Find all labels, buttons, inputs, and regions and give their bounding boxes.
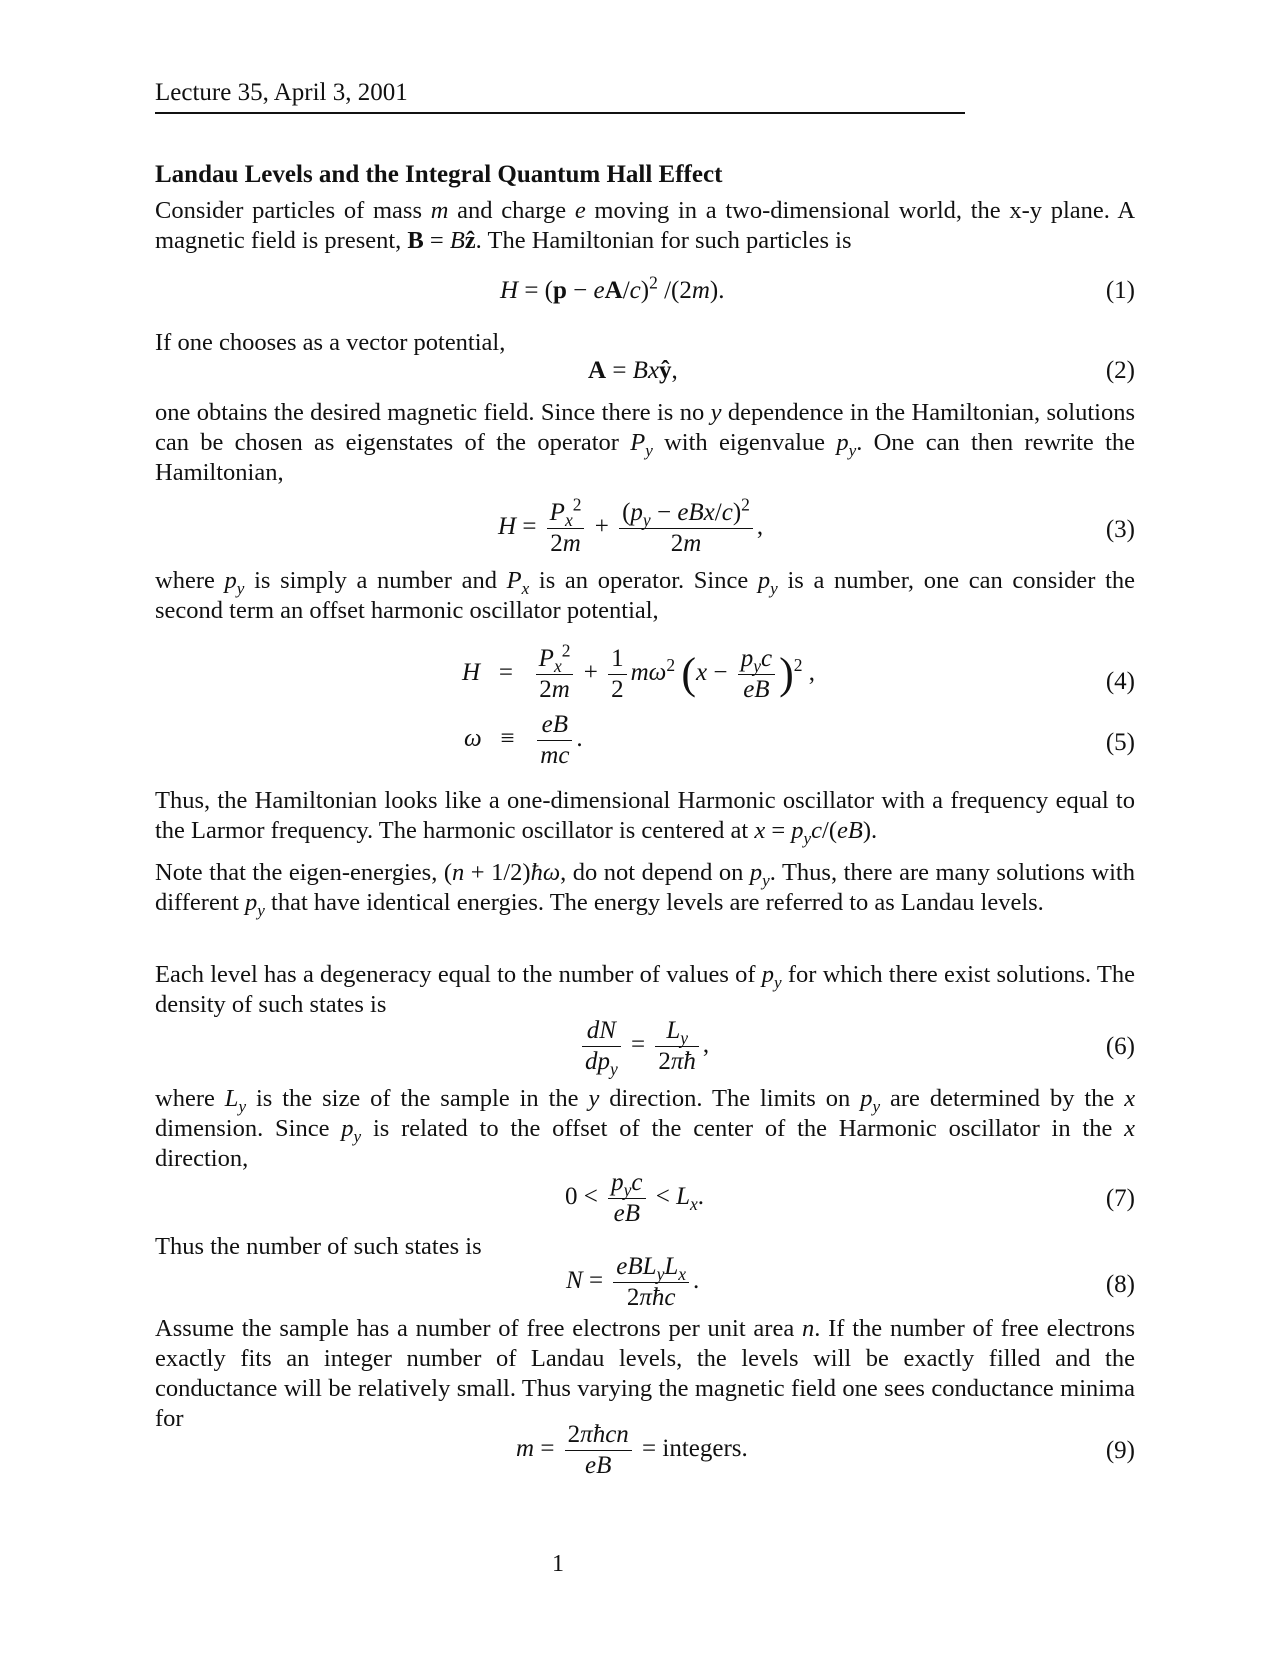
equation-number-5: (5) (1105, 729, 1135, 756)
equation-number-6: (6) (1105, 1033, 1135, 1060)
paragraph-number-of-states: Thus the number of such states is (155, 1233, 482, 1260)
paragraph-vector-potential: If one chooses as a vector potential, (155, 329, 506, 356)
paragraph-degeneracy: Each level has a degeneracy equal to the number of values of $p_y$ for which there exist solutions. The density of such states is (155, 961, 1136, 1018)
equation-number-1: (1) (1105, 277, 1135, 304)
equation-number-4: (4) (1105, 668, 1135, 695)
equation-number-9: (9) (1105, 1437, 1135, 1464)
paragraph-landau-levels: Note that the eigen-energies, (n + 1/2)ħω, do not depend on $p_y$. Thus, there are many solutions with different $p_y$ that have identical energies. The energy levels are referred to as Landau levels. (155, 859, 1135, 920)
equation-number-7: (7) (1105, 1185, 1135, 1212)
equation-number-3: (3) (1105, 516, 1135, 543)
paragraph-eigenstates: one obtains the desired magnetic field. Since there is no y dependence in the Hamiltonian, solutions can be chosen as eigenstates of the operator $P_y$ with eigenvalue $p_y$. One can then rewrite the Hamiltonian, (155, 399, 1136, 486)
paragraph-limits: where $L_y$ is the size of the sample in the y direction. The limits on $p_y$ are determined by the x dimension. Since $p_y$ is related to the offset of the center of the Harmonic oscillator in the x direction, (155, 1085, 1136, 1172)
equation-5: ω ≡ $\frac{eB}{mc}$ . (464, 711, 583, 769)
paragraph-offset-oscillator: where $p_y$ is simply a number and $P_x$ is an operator. Since $p_y$ is a number, one can consider the second term an offset harmonic oscillator potential, (155, 567, 1136, 624)
header-title: Lecture 35, April 3, 2001 (155, 79, 408, 106)
running-header (155, 78, 965, 114)
paragraph-intro: Consider particles of mass m and charge e moving in a two-dimensional world, the x-y plane. A magnetic field is present, B = Bẑ. The Hamiltonian for such particles is (155, 197, 1136, 254)
page-number: 1 (552, 1551, 564, 1577)
paragraph-larmor: Thus, the Hamiltonian looks like a one-dimensional Harmonic oscillator with a frequency equal to the Larmor frequency. The harmonic oscillator is centered at $x = p_yc/(eB)$. (155, 787, 1135, 848)
equation-6: $\frac{dN}{dp_y}$ = $\frac{L_y}{2\pi ħ}$ , (578, 1016, 709, 1077)
equation-4: H = $\frac{P_x^2}{2m}$ + $\frac{1}{2}$ $m\omega^2$ (x − $\frac{p_yc}{eB}$ )$^2$ , (462, 640, 815, 703)
equation-3: H = $\frac{P_x^2}{2m}$ + $\frac{(p_y - eBx/c)^2}{2m}$ , (498, 494, 764, 557)
equation-number-2: (2) (1105, 357, 1135, 384)
equation-9: m = $\frac{\text{2πħcn}}{eB}$ = integers. (516, 1421, 748, 1479)
paragraph-conductance: Assume the sample has a number of free electrons per unit area n. If the number of free electrons exactly fits an integer number of Landau levels, the levels will be exactly filled and the conductance will be relatively small. Thus varying the magnetic field one sees conductance minima for (155, 1315, 1135, 1432)
section-title: Landau Levels and the Integral Quantum Hall Effect (155, 161, 723, 188)
equation-7: 0 < $\frac{p_yc}{eB}$ < $L_x$. (565, 1169, 705, 1227)
equation-8: N = $\frac{eBL_yL_x}{\text{2πħc}}$ . (566, 1253, 700, 1311)
equation-2: A = Bxŷ, (588, 357, 678, 384)
equation-1: $H = (p - eA/c)^2$ /(2m). (500, 272, 725, 304)
equation-number-8: (8) (1105, 1271, 1135, 1298)
